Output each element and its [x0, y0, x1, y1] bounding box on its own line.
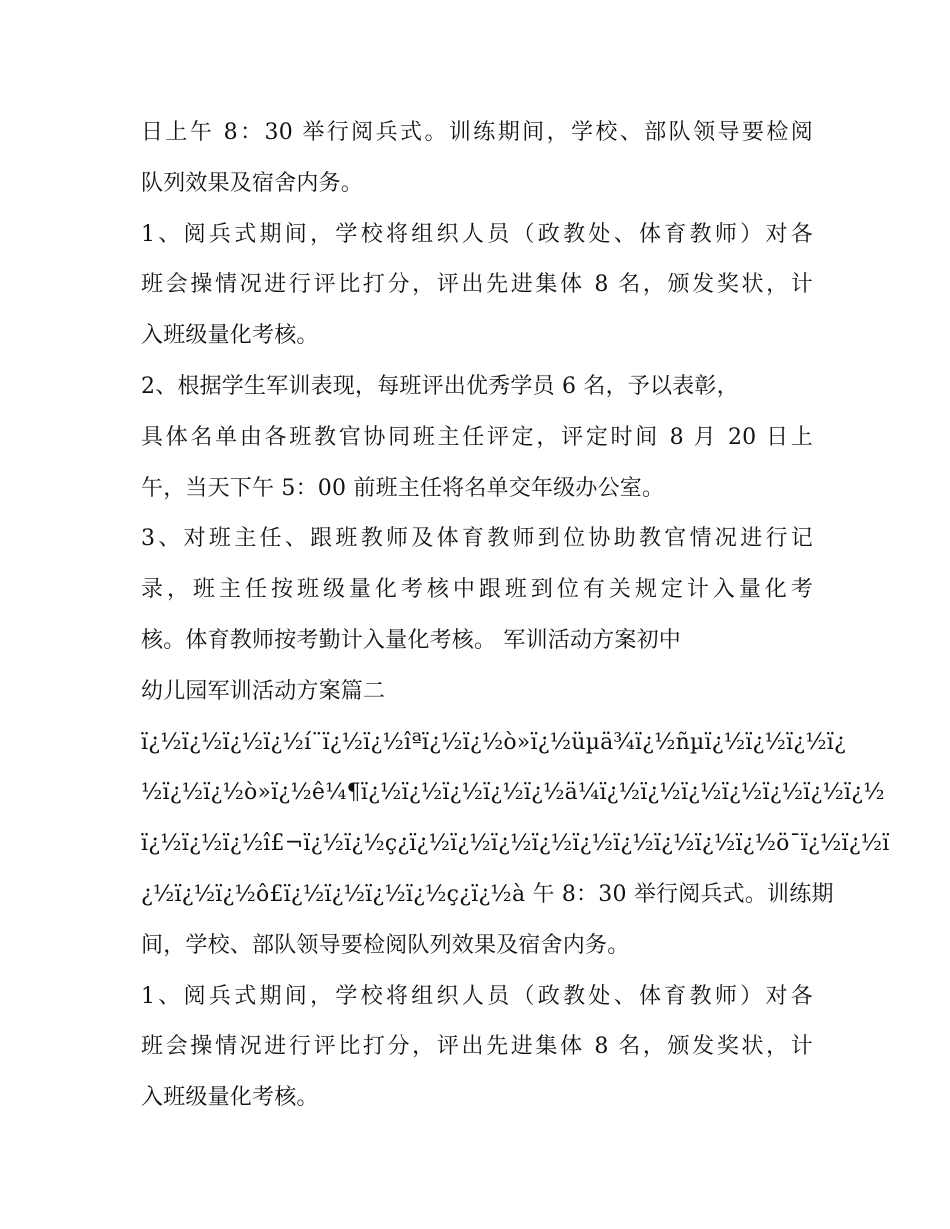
text-line: 具体名单由各班教官协同班主任评定，评定时间 8 月 20 日上 [141, 424, 813, 450]
text-line: 班会操情况进行评比打分，评出先进集体 8 名，颁发奖状，计 [141, 272, 813, 298]
text-line: 间，学校、部队领导要检阅队列效果及宿舍内务。 [141, 932, 630, 958]
text-line: 1、阅兵式期间，学校将组织人员（政教处、体育教师）对各 [141, 983, 813, 1009]
garbled-text-line: ï¿½ï¿½ï¿½ï¿½í¨ï¿½ï¿½îªï¿½ï¿½ò»ï¿½üµä¾ï¿½ñµï¿½ï¿½ï¿½ï¿ [141, 729, 847, 755]
text-line: 幼儿园军训活动方案篇二 [141, 678, 386, 704]
document-body [141, 108, 890, 1124]
text-line: 录，班主任按班级量化考核中跟班到位有关规定计入量化考 [141, 577, 813, 603]
text-line: 入班级量化考核。 [141, 323, 319, 349]
garbled-text-line: ï¿½ï¿½ï¿½î£¬ï¿½ï¿½ç¿ï¿½ï¿½ï¿½ï¿½ï¿½ï¿½ï¿½ï¿½ï¿½ö¯ï¿½ï¿½ï [141, 831, 890, 857]
text-line: 2、根据学生军训表现，每班评出优秀学员 6 名，予以表彰， [141, 373, 739, 399]
text-line: 班会操情况进行评比打分，评出先进集体 8 名，颁发奖状，计 [141, 1034, 813, 1060]
garbled-text-line: ½ï¿½ï¿½ò»ï¿½ê¼¶ï¿½ï¿½ï¿½ï¿½ï¿½ä¼ï¿½ï¿½ï¿½ï¿½ï¿½ï¿½ï¿½ [141, 780, 885, 806]
text-line: 日上午 8：30 举行阅兵式。训练期间，学校、部队领导要检阅 [141, 120, 813, 145]
text-line: 核。体育教师按考勤计入量化考核。 军训活动方案初中 [141, 627, 681, 653]
text-line: 1、阅兵式期间，学校将组织人员（政教处、体育教师）对各 [141, 221, 813, 247]
text-line: 入班级量化考核。 [141, 1085, 319, 1111]
text-line: 队列效果及宿舍内务。 [141, 170, 364, 196]
text-line: ¿½ï¿½ï¿½ô£ï¿½ï¿½ï¿½ï¿½ç¿ï¿½à 午 8：30 举行阅兵式。训练期 [141, 881, 834, 907]
text-line: 3、对班主任、跟班教师及体育教师到位协助教官情况进行记 [141, 526, 813, 552]
text-line: 午，当天下午 5：00 前班主任将名单交年级办公室。 [141, 475, 665, 501]
